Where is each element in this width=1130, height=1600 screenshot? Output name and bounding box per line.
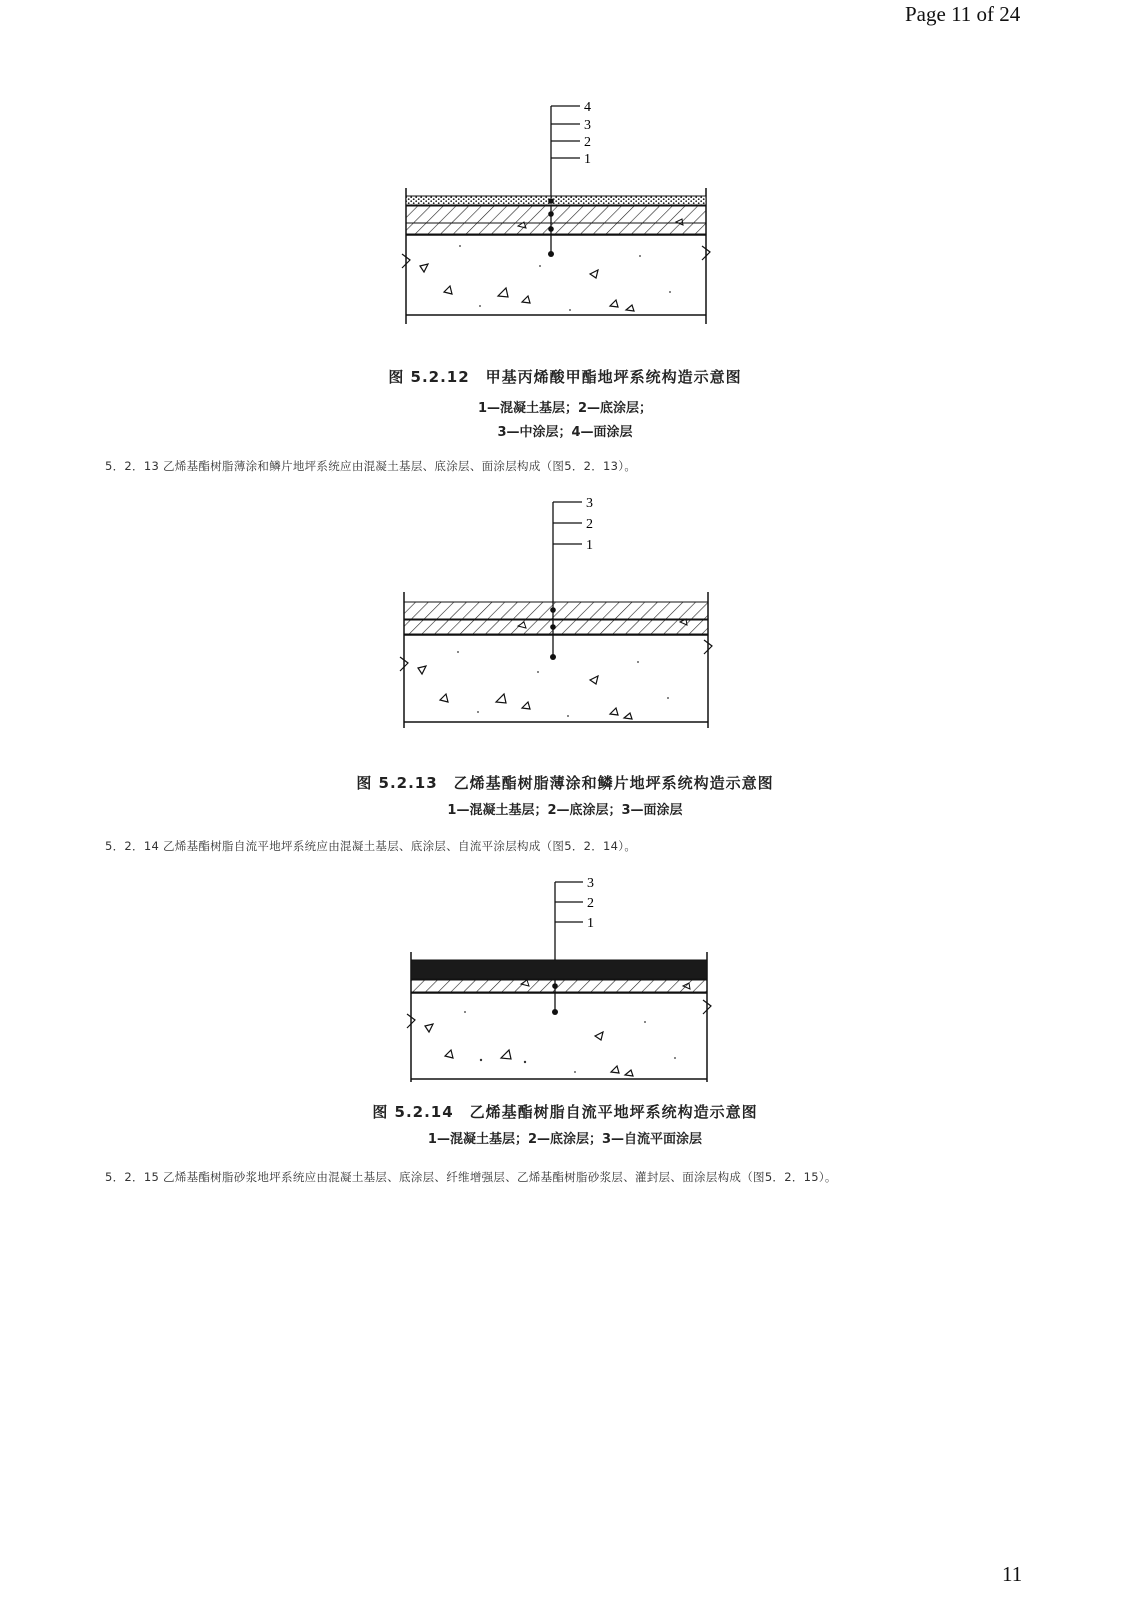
figure-5-2-12-title: 图 5.2.12 甲基丙烯酸甲酯地坪系统构造示意图: [388, 368, 742, 386]
label-3: 3: [586, 496, 593, 511]
figure-5-2-13-title: 图 5.2.13 乙烯基酯树脂薄涂和鳞片地坪系统构造示意图: [356, 774, 774, 792]
label-4: 4: [584, 100, 591, 115]
paragraph-5-2-15: 5．2．15 乙烯基酯树脂砂浆地坪系统应由混凝土基层、底涂层、纤维增强层、乙烯基酯树脂砂浆层、灌封层、面涂层构成（图5．2．15）。: [105, 1170, 837, 1184]
paragraph-5-2-13: 5．2．13 乙烯基酯树脂薄涂和鳞片地坪系统应由混凝土基层、底涂层、面涂层构成（图5．2．13）。: [105, 459, 637, 473]
figure-5-2-13-legend-line1: 1—混凝土基层；2—底涂层；3—面涂层: [447, 803, 683, 818]
layer-diagram-5-2-13: [398, 492, 718, 732]
label-3: 3: [584, 118, 591, 133]
label-2: 2: [584, 135, 591, 150]
label-1: 1: [584, 152, 591, 167]
layer-diagram-5-2-12: [400, 96, 720, 331]
figure-5-2-14: [405, 872, 725, 1087]
label-1: 1: [587, 916, 594, 931]
label-2: 2: [586, 517, 593, 532]
layer-diagram-5-2-14: [405, 872, 725, 1087]
figure-5-2-12-legend-line2: 3—中涂层；4—面涂层: [497, 425, 633, 440]
figure-5-2-13: [398, 492, 718, 732]
paragraph-5-2-14: 5．2．14 乙烯基酯树脂自流平地坪系统应由混凝土基层、底涂层、自流平涂层构成（图5．2．14）。: [105, 839, 637, 853]
page-header: Page 11 of 24: [905, 2, 1021, 26]
figure-5-2-12-legend-line1: 1—混凝土基层；2—底涂层；: [477, 401, 653, 416]
label-3: 3: [587, 876, 594, 891]
figure-5-2-14-title: 图 5.2.14 乙烯基酯树脂自流平地坪系统构造示意图: [372, 1103, 758, 1121]
label-1: 1: [586, 538, 593, 553]
page-number: 11: [1002, 1562, 1023, 1586]
label-2: 2: [587, 896, 594, 911]
figure-5-2-14-legend-line1: 1—混凝土基层；2—底涂层；3—自流平面涂层: [427, 1132, 703, 1147]
figure-5-2-12: [400, 96, 720, 331]
